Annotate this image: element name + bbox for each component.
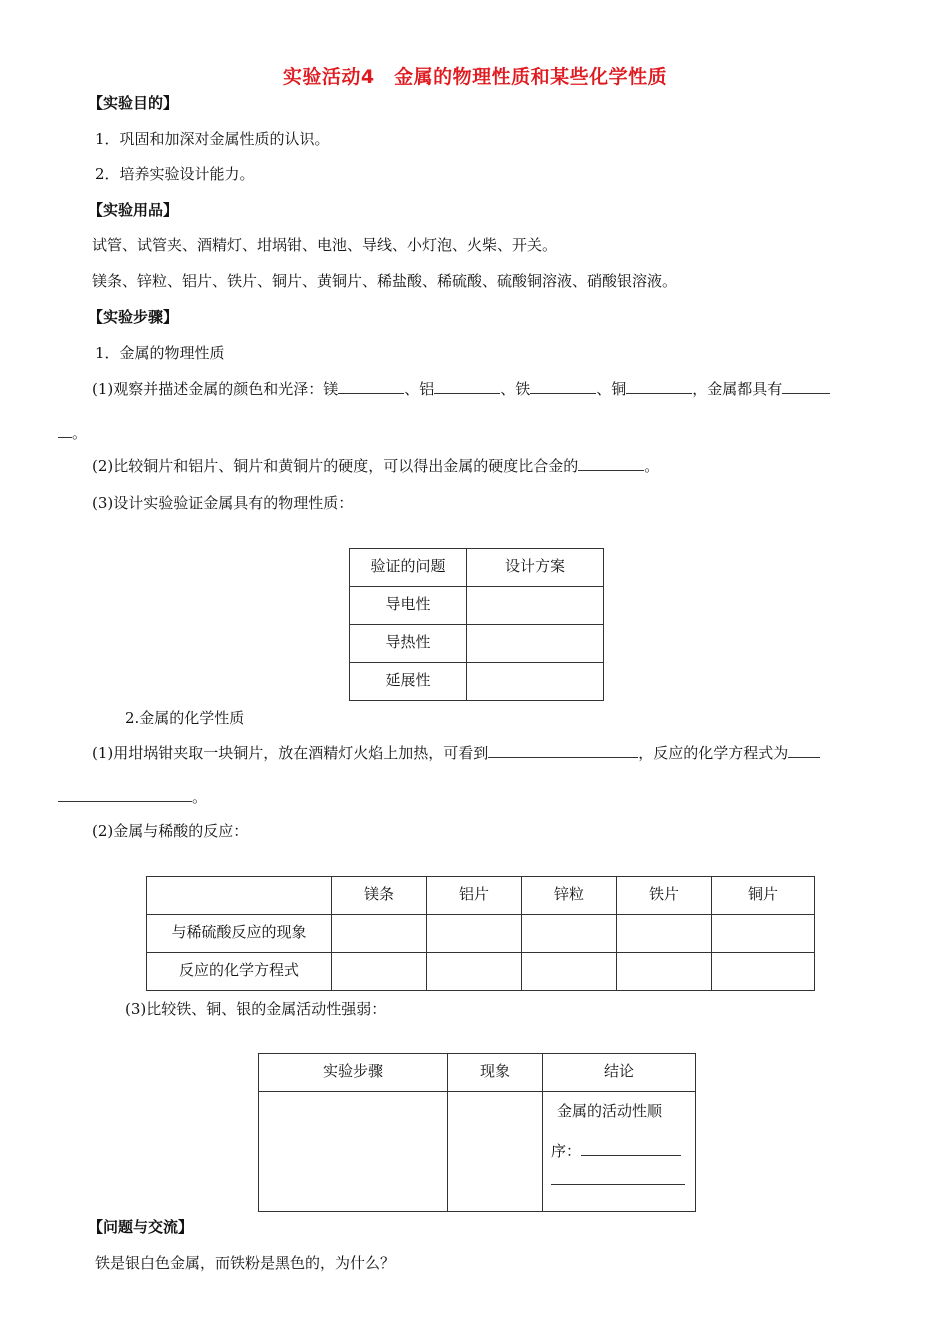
discussion-question: 铁是银白色金属，而铁粉是黑色的，为什么？ [95, 1254, 396, 1272]
table-header: 现象 [448, 1054, 543, 1092]
conclusion-order-label: 序： [551, 1142, 582, 1160]
table-cell-answer[interactable] [448, 1092, 543, 1212]
chemical-question-1-cont [58, 786, 207, 807]
table-header: 铝片 [427, 877, 522, 915]
table-header: 锌粒 [522, 877, 617, 915]
table-cell-answer[interactable] [522, 915, 617, 953]
physical-property-table [349, 548, 604, 701]
q1-lead: (1)观察并描述金属的颜色和光泽：镁 [92, 380, 339, 398]
table-cell-answer[interactable] [427, 915, 522, 953]
table-cell-answer[interactable] [712, 953, 815, 991]
table-row-label: 延展性 [350, 663, 467, 701]
acid-reaction-table [146, 876, 815, 991]
table-cell-answer[interactable] [617, 915, 712, 953]
answer-blank-common-cont[interactable] [58, 423, 72, 438]
answer-blank-order[interactable] [581, 1141, 681, 1156]
q1-end: 。 [72, 424, 88, 442]
page-title: 实验活动4 金属的物理性质和某些化学性质 [282, 66, 668, 88]
table-cell-answer[interactable] [467, 587, 604, 625]
table-row-label: 导热性 [350, 625, 467, 663]
physical-question-3: (3)设计实验验证金属具有的物理性质： [92, 494, 354, 512]
chemical-question-2: (2)金属与稀酸的反应： [92, 822, 249, 840]
answer-blank-order-cont[interactable] [551, 1184, 685, 1185]
answer-blank-equation-cont[interactable] [58, 787, 192, 802]
supplies-line: 镁条、锌粒、铝片、铁片、铜片、黄铜片、稀盐酸、稀硫酸、硫酸铜溶液、硝酸银溶液。 [92, 272, 678, 290]
q2-end: 。 [644, 457, 660, 475]
conclusion-cell [543, 1092, 696, 1212]
c-q1-mid: ，反应的化学方程式为 [638, 744, 789, 762]
table-header: 设计方案 [467, 549, 604, 587]
purpose-item: 2．培养实验设计能力。 [95, 165, 255, 183]
q1-tail: ，金属都具有 [692, 380, 783, 398]
table-cell-answer[interactable] [522, 953, 617, 991]
q1-fe: 、铁 [500, 380, 531, 398]
physical-title: 1．金属的物理性质 [95, 344, 225, 362]
c-q1-end: 。 [192, 788, 208, 806]
table-row-label: 与稀硫酸反应的现象 [147, 915, 332, 953]
section-heading-purpose: 【实验目的】 [88, 94, 179, 112]
table-header: 铁片 [617, 877, 712, 915]
chemical-question-1 [92, 742, 820, 763]
section-heading-supplies: 【实验用品】 [88, 201, 179, 219]
answer-blank-cu[interactable] [626, 379, 692, 394]
table-header: 实验步骤 [259, 1054, 448, 1092]
table-cell-answer[interactable] [467, 625, 604, 663]
table-cell-answer[interactable] [332, 953, 427, 991]
chemical-question-3: (3)比较铁、铜、银的金属活动性强弱： [125, 1000, 387, 1018]
q1-cu: 、铜 [596, 380, 627, 398]
conclusion-line-1: 金属的活动性顺 [557, 1102, 663, 1120]
table-header: 结论 [543, 1054, 696, 1092]
answer-blank-al[interactable] [434, 379, 500, 394]
answer-blank-equation[interactable] [788, 743, 820, 758]
table-cell-answer[interactable] [467, 663, 604, 701]
table-header: 验证的问题 [350, 549, 467, 587]
table-header: 镁条 [332, 877, 427, 915]
table-cell-answer[interactable] [712, 915, 815, 953]
purpose-item: 1．巩固和加深对金属性质的认识。 [95, 130, 330, 148]
table-header [147, 877, 332, 915]
table-cell-answer[interactable] [259, 1092, 448, 1212]
answer-blank-phenomenon[interactable] [488, 743, 638, 758]
section-heading-discussion: 【问题与交流】 [88, 1218, 194, 1236]
table-cell-answer[interactable] [427, 953, 522, 991]
conclusion-line-2 [551, 1140, 681, 1161]
table-row-label: 反应的化学方程式 [147, 953, 332, 991]
table-row-label: 导电性 [350, 587, 467, 625]
answer-blank-fe[interactable] [530, 379, 596, 394]
physical-question-2 [92, 455, 659, 476]
activity-table [258, 1053, 696, 1212]
answer-blank-hardness[interactable] [578, 456, 644, 471]
q1-al: 、铝 [404, 380, 435, 398]
supplies-line: 试管、试管夹、酒精灯、坩埚钳、电池、导线、小灯泡、火柴、开关。 [92, 236, 558, 254]
c-q1-text: (1)用坩埚钳夹取一块铜片，放在酒精灯火焰上加热，可看到 [92, 744, 489, 762]
table-cell-answer[interactable] [617, 953, 712, 991]
section-heading-steps: 【实验步骤】 [88, 308, 179, 326]
table-header: 铜片 [712, 877, 815, 915]
q2-text: (2)比较铜片和铝片、铜片和黄铜片的硬度，可以得出金属的硬度比合金的 [92, 457, 579, 475]
physical-question-1 [92, 378, 830, 399]
table-cell-answer[interactable] [332, 915, 427, 953]
physical-question-1-cont [58, 422, 87, 443]
chemical-title: 2.金属的化学性质 [125, 709, 245, 727]
answer-blank-mg[interactable] [338, 379, 404, 394]
answer-blank-common[interactable] [782, 379, 830, 394]
